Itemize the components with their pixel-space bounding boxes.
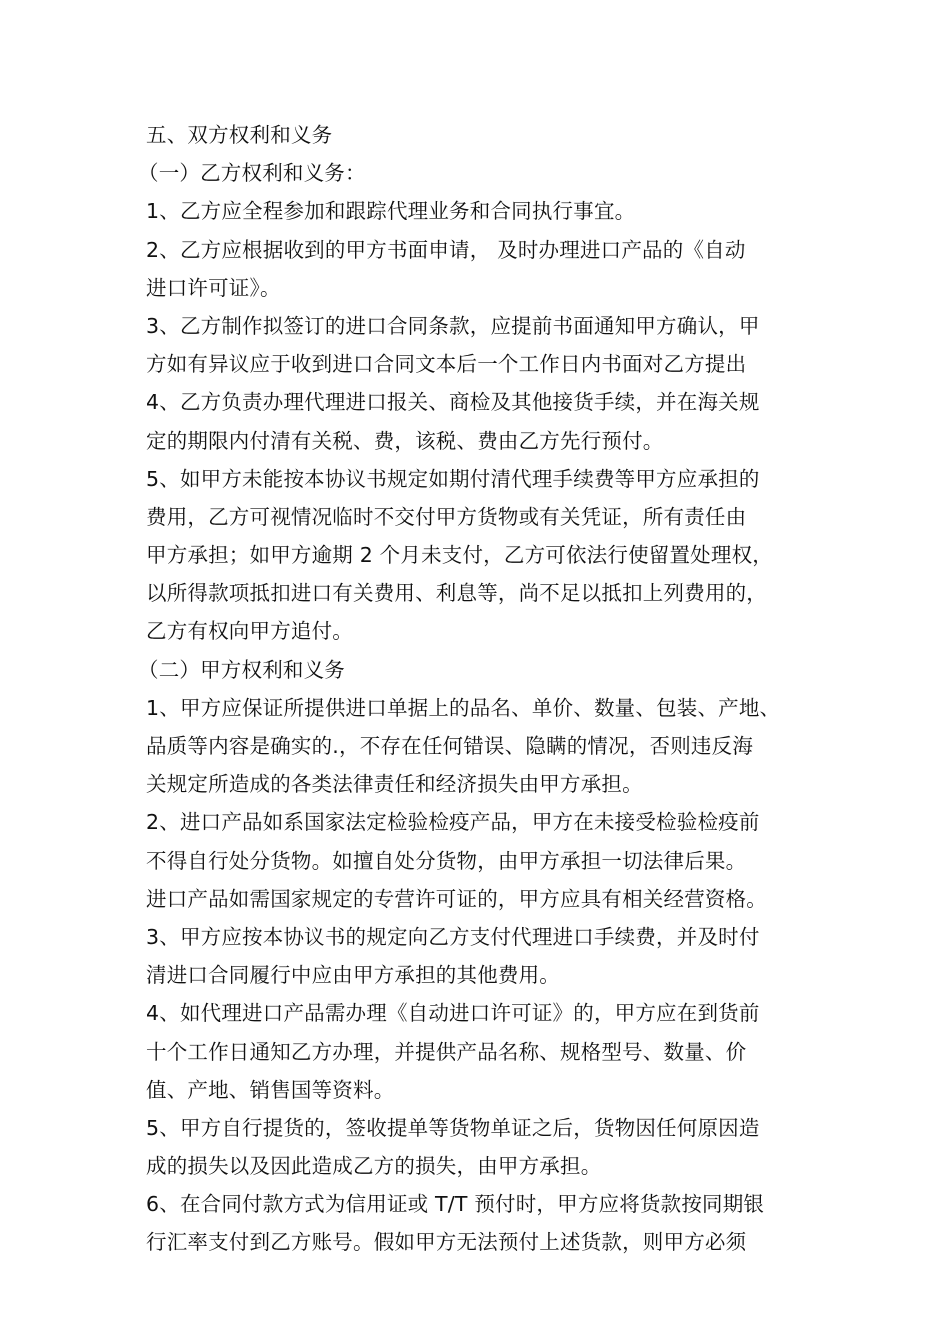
text-line: 2、进口产品如系国家法定检验检疫产品，甲方在未接受检验检疫前: [146, 810, 760, 835]
text-line: 2、乙方应根据收到的甲方书面申请， 及时办理进口产品的《自动: [146, 237, 746, 262]
subsection-heading: （一）乙方权利和义务：: [138, 161, 366, 186]
text-line: 5、甲方自行提货的，签收提单等货物单证之后，货物因任何原因造: [146, 1115, 760, 1140]
text-line: 进口许可证》。: [146, 275, 281, 300]
text-line: 定的期限内付清有关税、费，该税、费由乙方先行预付。: [146, 428, 664, 453]
text-line: 5、如甲方未能按本协议书规定如期付清代理手续费等甲方应承担的: [146, 466, 760, 491]
text-line: 以所得款项抵扣进口有关费用、利息等，尚不足以抵扣上列费用的，: [146, 581, 767, 606]
document-body: [138, 116, 816, 1262]
text-line: 1、乙方应全程参加和跟踪代理业务和合同执行事宜。: [146, 199, 636, 224]
text-line: 4、乙方负责办理代理进口报关、商检及其他接货手续，并在海关规: [146, 390, 760, 415]
text-line: 值、产地、销售国等资料。: [146, 1077, 395, 1102]
text-line: 费用，乙方可视情况临时不交付甲方货物或有关凭证，所有责任由: [146, 504, 747, 529]
text-line: 3、甲方应按本协议书的规定向乙方支付代理进口手续费，并及时付: [146, 924, 760, 949]
text-line: 十个工作日通知乙方办理，并提供产品名称、规格型号、数量、价: [146, 1039, 747, 1064]
section-heading: 五、双方权利和义务: [146, 123, 333, 147]
text-line: 清进口合同履行中应由甲方承担的其他费用。: [146, 963, 560, 988]
text-line: 6、在合同付款方式为信用证或 T/T 预付时，甲方应将货款按同期银: [146, 1192, 765, 1217]
text-line: 成的损失以及因此造成乙方的损失，由甲方承担。: [146, 1154, 602, 1179]
text-line: 不得自行处分货物。如擅自处分货物，由甲方承担一切法律后果。: [146, 848, 747, 873]
text-line: 关规定所造成的各类法律责任和经济损失由甲方承担。: [146, 772, 643, 797]
subsection-heading: （二）甲方权利和义务: [138, 657, 345, 682]
text-line: 品质等内容是确实的.，不存在任何错误、隐瞒的情况，否则违反海: [146, 734, 754, 758]
text-line: 方如有异议应于收到进口合同文本后一个工作日内书面对乙方提出: [146, 352, 747, 377]
text-line: 3、乙方制作拟签订的进口合同条款，应提前书面通知甲方确认，甲: [146, 313, 760, 338]
text-line: 进口产品如需国家规定的专营许可证的，甲方应具有相关经营资格。: [146, 886, 767, 911]
text-line: 乙方有权向甲方追付。: [146, 619, 353, 644]
text-line: 行汇率支付到乙方账号。假如甲方无法预付上述货款，则甲方必须: [146, 1230, 747, 1255]
text-line: 4、如代理进口产品需办理《自动进口许可证》的，甲方应在到货前: [146, 1001, 760, 1026]
text-line: 甲方承担；如甲方逾期 2 个月未支付，乙方可依法行使留置处理权，: [146, 543, 773, 568]
text-line: 1、甲方应保证所提供进口单据上的品名、单价、数量、包装、产地、: [146, 695, 781, 720]
